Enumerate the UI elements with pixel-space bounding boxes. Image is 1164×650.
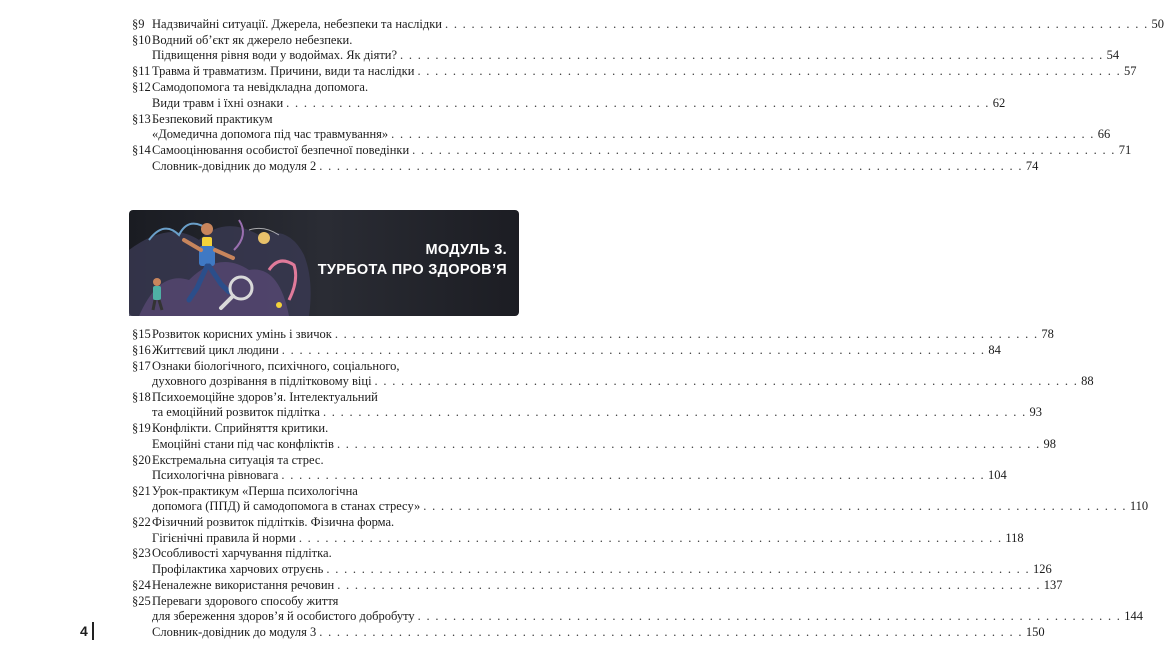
- toc-line: [132, 468, 1007, 483]
- module-title: [318, 240, 507, 280]
- toc-line: [132, 374, 1094, 389]
- section-title: Надзвичайні ситуації. Джерела, небезпеки та наслідки: [152, 17, 445, 32]
- toc-line: [132, 624, 1045, 640]
- toc-section-module-2: [132, 17, 1164, 174]
- page-ref: 71: [1118, 143, 1132, 158]
- section-title: «Домедична допомога під час травмування»: [152, 127, 391, 142]
- section-title: Безпековий практикум: [152, 112, 276, 127]
- toc-line: [132, 17, 1164, 32]
- page-ref: 98: [1043, 436, 1057, 451]
- page-ref: 137: [1043, 577, 1063, 592]
- section-title: Водний об’єкт як джерело небезпеки.: [152, 33, 355, 48]
- toc-line: [132, 515, 517, 530]
- section-number: §21: [132, 483, 151, 498]
- page-ref: 78: [1041, 327, 1054, 341]
- section-title: Урок-практикум «Перша психологічна: [152, 484, 361, 499]
- section-title: для збереження здоров’я й особистого добробуту: [152, 609, 418, 624]
- page-ref: 118: [1005, 530, 1024, 545]
- leader-dots: . . . . . . . . . . . . . . . . . . . . . . . . . . . . . . . . . . . . . . . . . . . . . . . . . . . . . . . . . . . . . . . . . . . . . . . . . . . . . . . .: [374, 374, 1079, 389]
- toc-entry: [132, 80, 1006, 111]
- section-number: §24: [132, 577, 151, 592]
- leader-dots: . . . . . . . . . . . . . . . . . . . . . . . . . . . . . . . . . . . . . . . . . . . . . . . . . . . . . . . . . . . . . . . . . . . . . . . . . . . . . . . .: [319, 624, 1023, 639]
- section-title: Переваги здорового способу життя: [152, 594, 341, 609]
- toc-line: [132, 80, 517, 95]
- leader-dots: . . . . . . . . . . . . . . . . . . . . . . . . . . . . . . . . . . . . . . . . . . . . . . . . . . . . . . . . . . . . . . . . . . . . . . . . . . . . . . . .: [286, 95, 990, 110]
- leader-dots: . . . . . . . . . . . . . . . . . . . . . . . . . . . . . . . . . . . . . . . . . . . . . . . . . . . . . . . . . . . . . . . . . . . . . . . . . . . . . . . .: [322, 405, 1027, 420]
- page-ref: 84: [988, 342, 1001, 357]
- page-ref: 104: [987, 468, 1007, 483]
- toc-line: [132, 112, 517, 127]
- toc-entry: [132, 64, 1137, 79]
- section-number: §18: [132, 390, 151, 405]
- section-title: Словник-довідник до модуля 2: [152, 159, 319, 174]
- section-title: Самооцінювання особистої безпечної поведінки: [152, 143, 412, 158]
- section-title: допомога (ППД) й самодопомога в станах стресу»: [152, 499, 423, 514]
- toc-entry: [132, 111, 1111, 143]
- leader-dots: . . . . . . . . . . . . . . . . . . . . . . . . . . . . . . . . . . . . . . . . . . . . . . . . . . . . . . . . . . . . . . . . . . . . . . . . . . . . . . . .: [391, 127, 1095, 142]
- leader-dots: . . . . . . . . . . . . . . . . . . . . . . . . . . . . . . . . . . . . . . . . . . . . . . . . . . . . . . . . . . . . . . . . . . . . . . . . . . . . . . . .: [334, 327, 1039, 341]
- section-number: §11: [132, 64, 151, 79]
- section-title: Екстремальна ситуація та стрес.: [152, 453, 327, 468]
- toc-line: [132, 546, 517, 561]
- section-title: Конфлікти. Сприйняття критики.: [152, 421, 331, 436]
- toc-line: [132, 484, 517, 499]
- section-title: Словник-довідник до модуля 3: [152, 625, 319, 640]
- leader-dots: . . . . . . . . . . . . . . . . . . . . . . . . . . . . . . . . . . . . . . . . . . . . . . . . . . . . . . . . . . . . . . . . . . . . . . . . . . . . . . . .: [412, 143, 1116, 158]
- page-ref: 57: [1124, 64, 1137, 79]
- section-number: §19: [132, 421, 151, 436]
- section-title: та емоційний розвиток підлітка: [152, 405, 323, 420]
- section-title: Неналежне використання речовин: [152, 578, 337, 593]
- toc-line: [132, 33, 517, 48]
- toc-line: [132, 143, 1132, 158]
- toc-line: [132, 453, 517, 468]
- toc-entry: [132, 483, 1149, 515]
- section-title: Життєвий цикл людини: [152, 343, 282, 358]
- section-title: Види травм і їхні ознаки: [152, 96, 286, 111]
- section-title: Самодопомога та невідкладна допомога.: [152, 80, 371, 95]
- leader-dots: . . . . . . . . . . . . . . . . . . . . . . . . . . . . . . . . . . . . . . . . . . . . . . . . . . . . . . . . . . . . . . . . . . . . . . . . . . . . . . . .: [281, 342, 986, 357]
- page-ref: 50: [1151, 17, 1164, 31]
- toc-line: [132, 594, 517, 609]
- section-number: §9: [132, 17, 145, 31]
- toc-line: [132, 359, 517, 374]
- toc-entry: [132, 32, 1120, 64]
- module-number: МОДУЛЬ 3.: [425, 242, 507, 258]
- toc-entry: [132, 327, 1054, 342]
- section-number: §25: [132, 593, 151, 608]
- toc-line: [132, 577, 1063, 593]
- section-number: §14: [132, 143, 151, 158]
- toc-entry: [132, 390, 1043, 421]
- section-number: §23: [132, 546, 151, 561]
- section-number: §13: [132, 111, 151, 126]
- section-number: §22: [132, 515, 151, 530]
- toc-entry: [132, 159, 1039, 174]
- toc-line: [132, 421, 517, 436]
- toc-line: [132, 342, 1001, 358]
- toc-line: [132, 499, 1149, 514]
- toc-line: [132, 530, 1024, 546]
- toc-entry: [132, 515, 1024, 546]
- section-title: Емоційні стани під час конфліктів: [152, 437, 337, 452]
- section-title: Психологічна рівновага: [152, 468, 281, 483]
- leader-dots: . . . . . . . . . . . . . . . . . . . . . . . . . . . . . . . . . . . . . . . . . . . . . . . . . . . . . . . . . . . . . . . . . . . . . . . . . . . . . . . .: [326, 561, 1030, 576]
- leader-dots: . . . . . . . . . . . . . . . . . . . . . . . . . . . . . . . . . . . . . . . . . . . . . . . . . . . . . . . . . . . . . . . . . . . . . . . . . . . . . . . .: [423, 499, 1127, 514]
- toc-line: [132, 127, 1111, 142]
- leader-dots: . . . . . . . . . . . . . . . . . . . . . . . . . . . . . . . . . . . . . . . . . . . . . . . . . . . . . . . . . . . . . . . . . . . . . . . . . . . . . . . .: [319, 159, 1023, 174]
- leader-dots: . . . . . . . . . . . . . . . . . . . . . . . . . . . . . . . . . . . . . . . . . . . . . . . . . . . . . . . . . . . . . . . . . . . . . . . . . . . . . . . .: [417, 64, 1122, 79]
- toc-entry: [132, 143, 1132, 158]
- page-ref: 74: [1025, 159, 1039, 174]
- toc-entry: [132, 342, 1001, 358]
- page-ref: 93: [1029, 405, 1043, 420]
- toc-entry: [132, 577, 1063, 593]
- toc-line: [132, 48, 1120, 63]
- section-title: Фізичний розвиток підлітків. Фізична форма.: [152, 515, 397, 530]
- section-title: Розвиток корисних умінь і звичок: [152, 327, 335, 342]
- leader-dots: . . . . . . . . . . . . . . . . . . . . . . . . . . . . . . . . . . . . . . . . . . . . . . . . . . . . . . . . . . . . . . . . . . . . . . . . . . . . . . . .: [281, 468, 985, 483]
- section-title: Підвищення рівня води у водоймах. Як діяти?: [152, 48, 400, 63]
- page-ref: 62: [992, 95, 1006, 110]
- toc-line: [132, 436, 1057, 452]
- page-number: 4: [80, 623, 88, 639]
- toc-line: [132, 159, 1039, 174]
- section-number: §20: [132, 452, 151, 467]
- toc-line: [132, 327, 1054, 342]
- section-title: Профілактика харчових отруєнь: [152, 562, 326, 577]
- page-ref: 126: [1032, 561, 1052, 576]
- leader-dots: . . . . . . . . . . . . . . . . . . . . . . . . . . . . . . . . . . . . . . . . . . . . . . . . . . . . . . . . . . . . . . . . . . . . . . . . . . . . . . . .: [298, 530, 1003, 545]
- leader-dots: . . . . . . . . . . . . . . . . . . . . . . . . . . . . . . . . . . . . . . . . . . . . . . . . . . . . . . . . . . . . . . . . . . . . . . . . . . . . . . . .: [444, 17, 1149, 31]
- section-title: Травма й травматизм. Причини, види та наслідки: [152, 64, 417, 79]
- page-ref: 54: [1106, 48, 1120, 63]
- page-number-divider: [92, 622, 94, 640]
- section-number: §17: [132, 358, 151, 373]
- toc-entry: [132, 17, 1164, 32]
- page-ref: 110: [1129, 499, 1149, 514]
- section-title: духовного дозрівання в підлітковому віці: [152, 374, 375, 389]
- toc-entry: [132, 452, 1007, 484]
- page-ref: 66: [1097, 127, 1111, 142]
- module-name: ТУРБОТА ПРО ЗДОРОВ’Я: [317, 262, 507, 278]
- leader-dots: . . . . . . . . . . . . . . . . . . . . . . . . . . . . . . . . . . . . . . . . . . . . . . . . . . . . . . . . . . . . . . . . . . . . . . . . . . . . . . . .: [337, 577, 1041, 592]
- section-number: §16: [132, 342, 151, 357]
- leader-dots: . . . . . . . . . . . . . . . . . . . . . . . . . . . . . . . . . . . . . . . . . . . . . . . . . . . . . . . . . . . . . . . . . . . . . . . . . . . . . . . .: [336, 436, 1041, 451]
- toc-entry: [132, 358, 1094, 390]
- leader-dots: . . . . . . . . . . . . . . . . . . . . . . . . . . . . . . . . . . . . . . . . . . . . . . . . . . . . . . . . . . . . . . . . . . . . . . . . . . . . . . . .: [400, 48, 1104, 63]
- page-ref: 150: [1025, 624, 1045, 639]
- toc-entry: [132, 593, 1143, 625]
- page-ref: 144: [1124, 609, 1143, 624]
- page-ref: 88: [1081, 374, 1094, 389]
- section-number: §10: [132, 32, 151, 47]
- section-title: Гігієнічні правила й норми: [152, 531, 299, 546]
- section-title: Особливості харчування підлітка.: [152, 546, 335, 561]
- section-number: §15: [132, 327, 151, 341]
- toc-section-module-3: [132, 327, 1149, 640]
- module-3-banner: [129, 210, 519, 316]
- toc-line: [132, 609, 1143, 624]
- toc-line: [132, 95, 1006, 111]
- toc-line: [132, 405, 1043, 420]
- section-number: §12: [132, 80, 151, 95]
- toc-line: [132, 561, 1052, 577]
- section-title: Ознаки біологічного, психічного, соціального,: [152, 359, 403, 374]
- toc-line: [132, 64, 1137, 79]
- toc-entry: [132, 546, 1052, 577]
- section-title: Психоемоційне здоров’я. Інтелектуальний: [152, 390, 381, 405]
- toc-entry: [132, 624, 1045, 640]
- leader-dots: . . . . . . . . . . . . . . . . . . . . . . . . . . . . . . . . . . . . . . . . . . . . . . . . . . . . . . . . . . . . . . . . . . . . . . . . . . . . . . . .: [417, 609, 1122, 624]
- toc-line: [132, 390, 517, 405]
- toc-entry: [132, 421, 1057, 452]
